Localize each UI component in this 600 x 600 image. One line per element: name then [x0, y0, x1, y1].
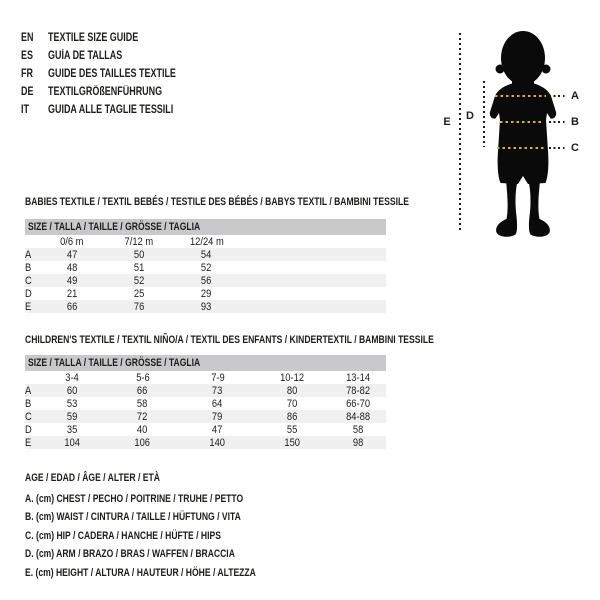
filler-cell	[240, 300, 386, 313]
language-code: FR	[21, 68, 33, 80]
table-row	[25, 287, 386, 300]
table-row	[25, 436, 386, 449]
row-letter: D	[25, 287, 32, 300]
babies-section-title: BABIES TEXTILE / TEXTIL BEBÉS / TESTILE DES BÉBÉS / BABYS TEXTIL / BAMBINI TESSILE	[25, 196, 409, 208]
filler-cell	[240, 287, 386, 300]
age-column-header: 5-6	[135, 371, 150, 384]
size-value: 72	[137, 410, 148, 423]
table-header-bar	[25, 219, 386, 235]
table-row	[25, 261, 386, 274]
size-header-label: SIZE / TALLA / TAILLE / GRÖSSE / TAGLIA	[28, 221, 201, 233]
table-row	[25, 423, 386, 436]
filler-cell	[240, 248, 386, 261]
table-row	[25, 384, 386, 397]
row-letter: E	[25, 300, 32, 313]
size-value: 40	[137, 423, 148, 436]
size-value: 150	[284, 436, 301, 449]
size-value: 52	[133, 274, 145, 287]
language-label: GUÍA DE TALLAS	[48, 50, 123, 62]
size-value: 98	[352, 436, 364, 449]
size-value: 50	[133, 248, 145, 261]
measure-label-d: D	[466, 110, 474, 122]
size-value: 73	[212, 384, 223, 397]
size-header-label: SIZE / TALLA / TAILLE / GRÖSSE / TAGLIA	[28, 357, 201, 369]
filler-cell	[240, 274, 386, 287]
language-label: GUIDE DES TAILLES TEXTILE	[48, 68, 176, 80]
table-header-bar	[25, 355, 386, 371]
language-item	[21, 101, 212, 119]
size-value: 21	[66, 287, 78, 300]
row-letter: A	[25, 384, 32, 397]
table-row	[25, 300, 386, 313]
row-letter: B	[25, 261, 32, 274]
size-value: 66	[66, 300, 78, 313]
size-value: 48	[66, 261, 78, 274]
size-value: 29	[201, 287, 212, 300]
size-value: 25	[133, 287, 145, 300]
filler-cell	[240, 261, 386, 274]
size-value: 70	[287, 397, 298, 410]
legend-item: A. (cm) CHEST / PECHO / POITRINE / TRUHE / PETTO	[25, 493, 244, 505]
column-header-row	[25, 371, 386, 384]
size-value: 56	[201, 274, 212, 287]
row-letter: E	[25, 436, 32, 449]
row-letter: C	[25, 274, 32, 287]
size-value: 58	[352, 423, 364, 436]
legend-item: C. (cm) HIP / CADERA / HANCHE / HÜFTE / HIPS	[25, 530, 221, 542]
size-value: 52	[201, 261, 212, 274]
table-row	[25, 274, 386, 287]
size-value: 64	[212, 397, 223, 410]
waist-leader-line-b	[549, 121, 567, 123]
size-value: 54	[201, 248, 212, 261]
chest-measure-line-a	[495, 95, 546, 97]
size-value: 51	[133, 261, 145, 274]
babies-size-table	[25, 219, 386, 313]
measure-label-b: B	[571, 116, 579, 128]
age-column-header: 7/12 m	[124, 235, 154, 248]
measure-label-c: C	[571, 142, 579, 154]
age-column-header: 0/6 m	[60, 235, 84, 248]
size-value: 49	[66, 274, 78, 287]
language-code: ES	[21, 50, 33, 62]
hip-measure-line-c	[497, 147, 546, 149]
size-value: 78-82	[346, 384, 370, 397]
table-row	[25, 248, 386, 261]
column-header-row	[25, 235, 386, 248]
language-label: TEXTILGRÖßENFÜHRUNG	[48, 86, 163, 98]
measure-label-a: A	[571, 90, 579, 102]
hip-leader-line-c	[549, 147, 567, 149]
size-value: 106	[134, 436, 151, 449]
filler-cell	[240, 235, 386, 248]
size-value: 140	[209, 436, 226, 449]
size-value: 58	[137, 397, 148, 410]
waist-measure-line-b	[500, 121, 543, 123]
age-column-header: 13-14	[346, 371, 370, 384]
size-value: 76	[133, 300, 145, 313]
arm-measure-line-d	[483, 81, 485, 147]
age-column-header: 12/24 m	[189, 235, 224, 248]
row-letter: C	[25, 410, 32, 423]
row-letter: A	[25, 248, 32, 261]
size-value: 93	[201, 300, 212, 313]
language-item	[21, 65, 212, 83]
age-column-header: 7-9	[210, 371, 225, 384]
language-item	[21, 47, 212, 65]
table-row	[25, 397, 386, 410]
size-value: 47	[212, 423, 223, 436]
size-value: 35	[66, 423, 78, 436]
language-code: DE	[21, 86, 34, 98]
language-label: GUIDA ALLE TAGLIE TESSILI	[48, 104, 174, 116]
size-value: 53	[66, 397, 78, 410]
chest-leader-line-a	[549, 95, 567, 97]
size-value: 47	[66, 248, 78, 261]
size-value: 55	[287, 423, 298, 436]
language-item	[21, 83, 212, 101]
size-value: 66	[137, 384, 148, 397]
row-letter: D	[25, 423, 32, 436]
legend-title: AGE / EDAD / ÂGE / ALTER / ETÀ	[25, 472, 160, 484]
legend-item: D. (cm) ARM / BRAZO / BRAS / WAFFEN / BRACCIA	[25, 548, 235, 560]
size-value: 60	[66, 384, 78, 397]
size-value: 84-88	[346, 410, 370, 423]
legend-item: E. (cm) HEIGHT / ALTURA / HAUTEUR / HÖHE / ALTEZZA	[25, 567, 256, 579]
language-code: EN	[21, 32, 34, 44]
size-value: 66-70	[346, 397, 370, 410]
legend-item: B. (cm) WAIST / CINTURA / TAILLE / HÜFTUNG / VITA	[25, 511, 241, 523]
row-letter: B	[25, 397, 32, 410]
size-value: 104	[64, 436, 80, 449]
measure-label-e: E	[443, 116, 451, 128]
size-value: 80	[287, 384, 298, 397]
children-size-table	[25, 355, 386, 449]
language-label: TEXTILE SIZE GUIDE	[48, 32, 139, 44]
language-code: IT	[21, 104, 29, 116]
size-value: 86	[287, 410, 298, 423]
children-section-title: CHILDREN'S TEXTILE / TEXTIL NIÑO/A / TEXTIL DES ENFANTS / KINDERTEXTIL / BAMBINI TESSILE	[25, 334, 434, 346]
age-column-header: 10-12	[280, 371, 305, 384]
language-item	[21, 29, 212, 47]
size-value: 59	[66, 410, 78, 423]
table-row	[25, 410, 386, 423]
language-list	[21, 29, 212, 119]
age-column-header: 3-4	[65, 371, 79, 384]
size-value: 79	[212, 410, 223, 423]
